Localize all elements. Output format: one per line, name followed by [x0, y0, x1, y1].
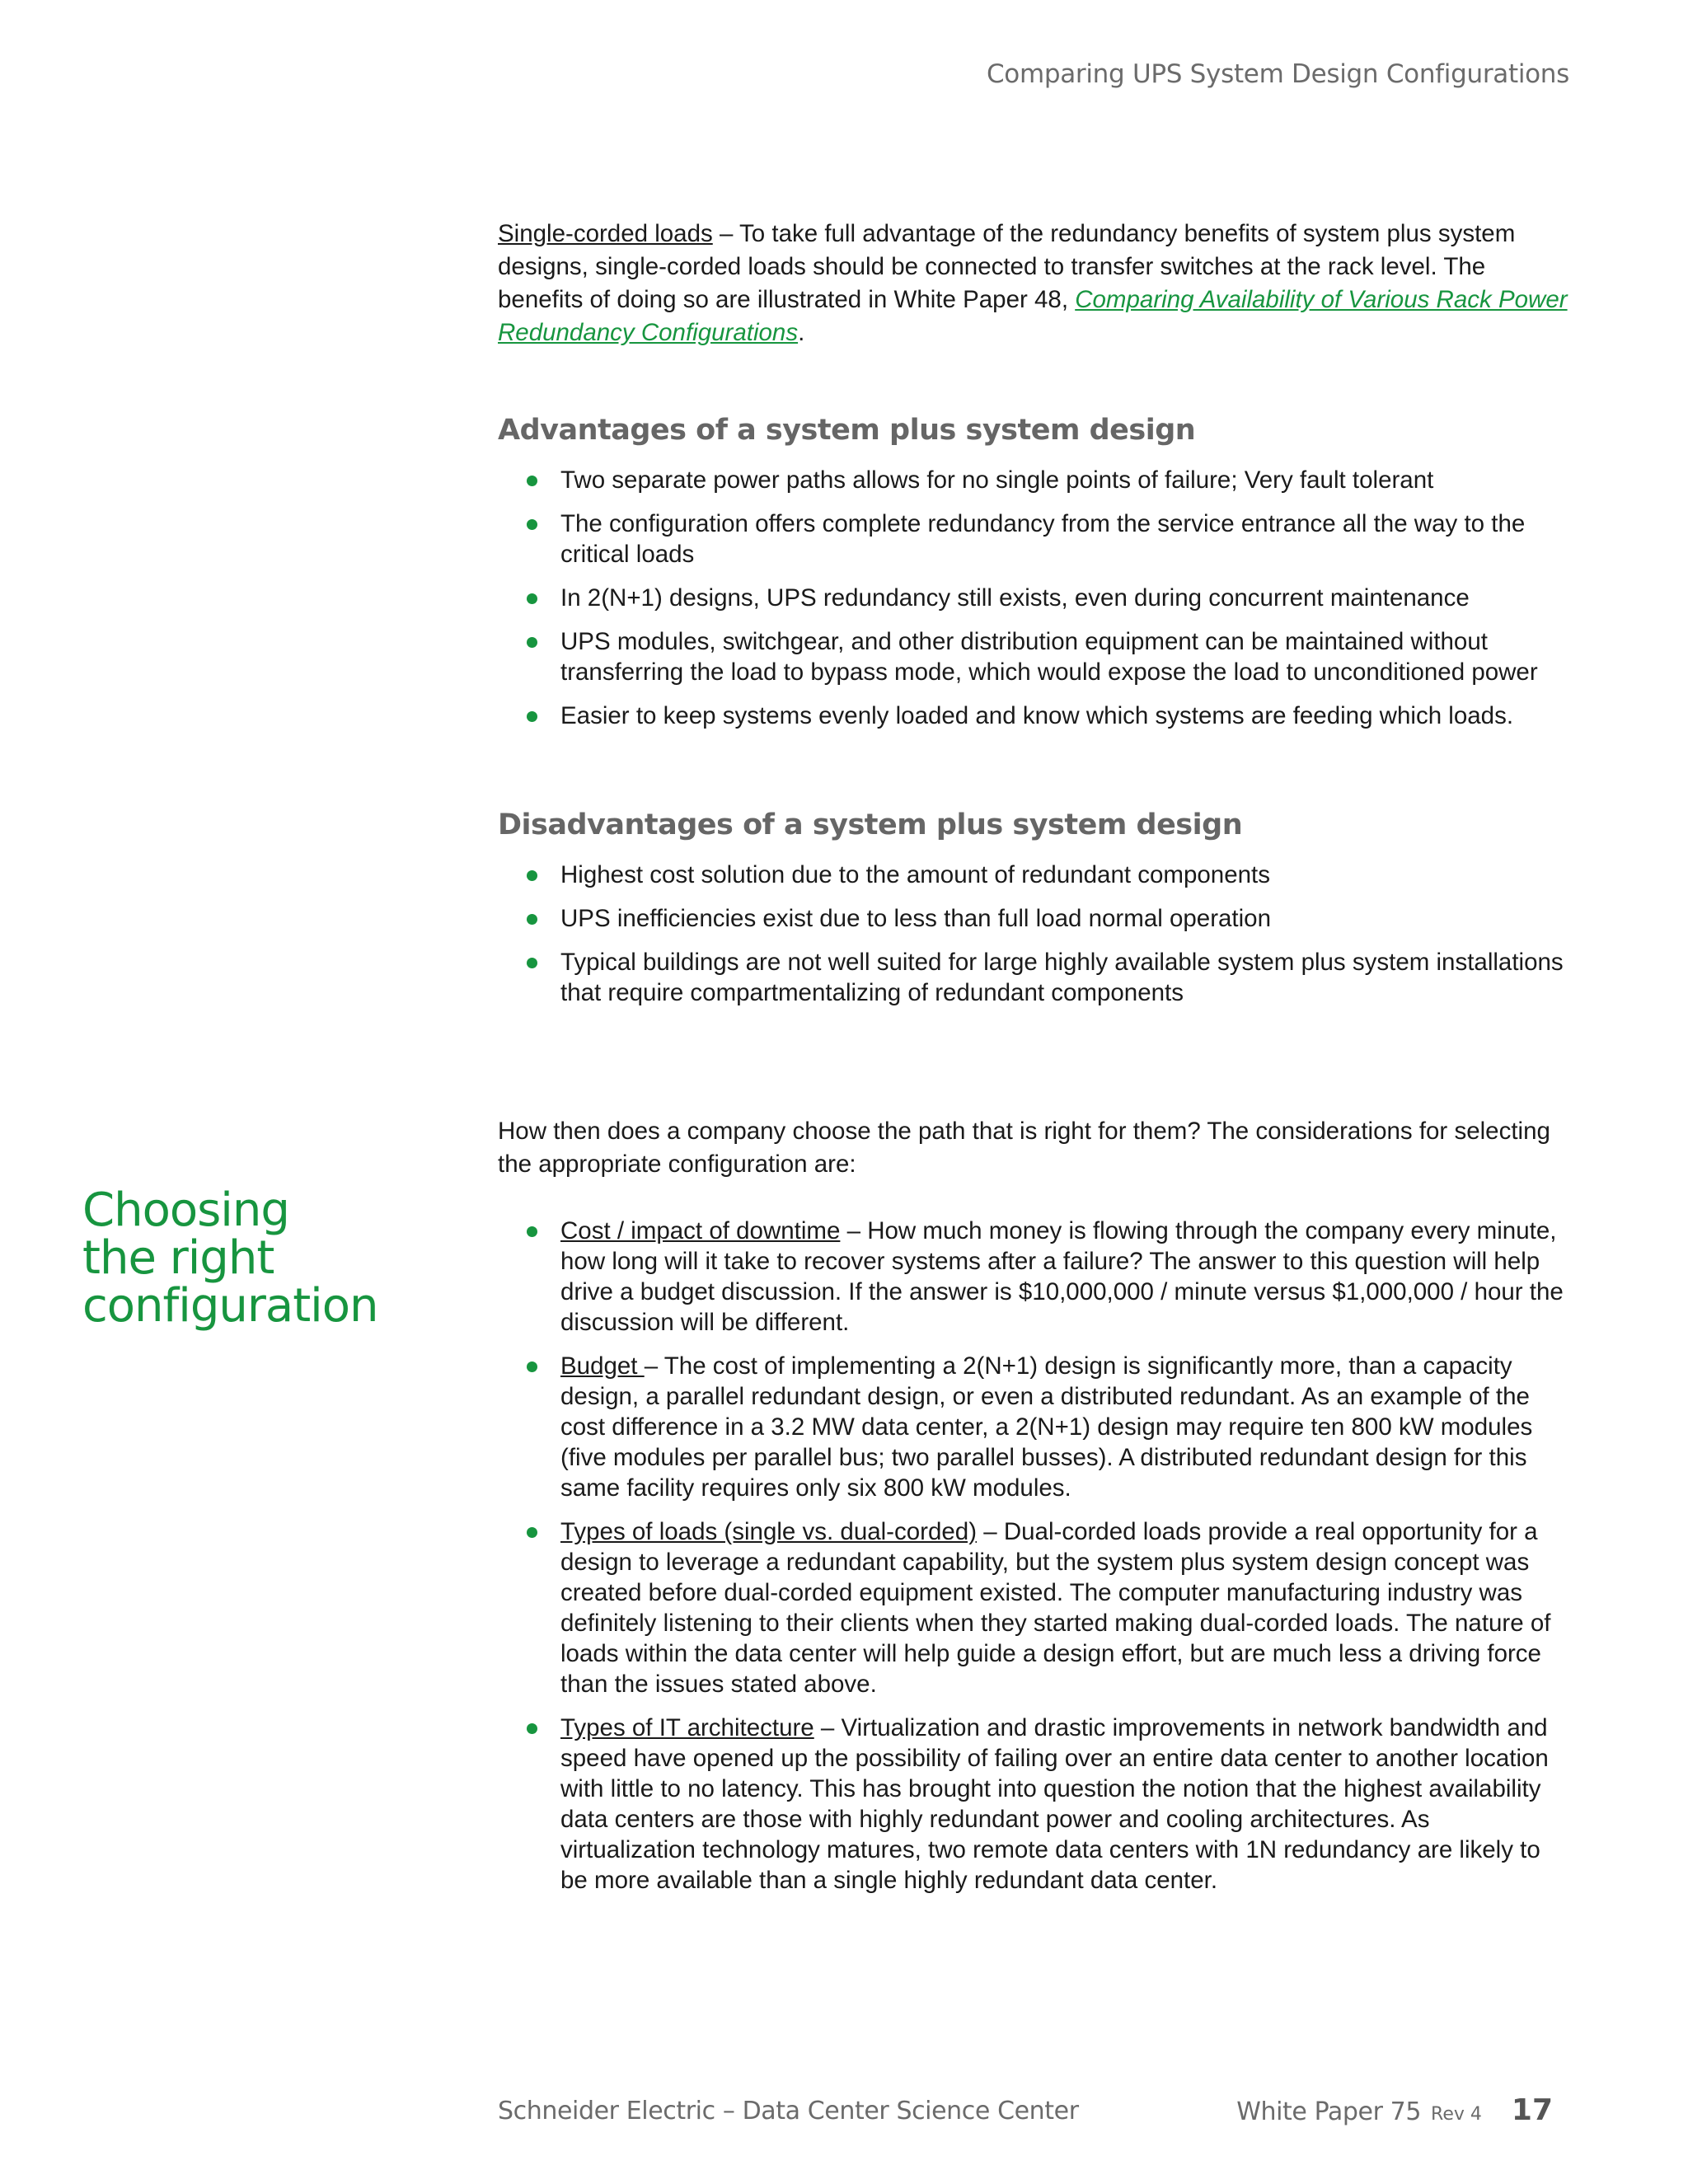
list-item: In 2(N+1) designs, UPS redundancy still exists, even during concurrent maintenance: [498, 583, 1569, 613]
list-item: Two separate power paths allows for no single points of failure; Very fault tolerant: [498, 465, 1569, 495]
footer-revision: Rev 4: [1431, 2104, 1482, 2125]
list-item: [498, 1216, 1569, 1338]
list-item: Highest cost solution due to the amount of redundant components: [498, 860, 1569, 890]
main-content: [498, 218, 1569, 1909]
consideration-text: – The cost of implementing a 2(N+1) design is significantly more, than a capacity design, a parallel redundant design, or even a distributed redundant. As an example of the cost difference in a 3.2 MW data center, a 2(N+1) design may require ten 800 kW modules (five modules per parallel bus; two parallel busses). A distributed redundant design for this same facility requires only six 800 kW modules.: [560, 1352, 1533, 1502]
footer-paper-number: White Paper 75: [1236, 2097, 1422, 2126]
considerations-list: [498, 1216, 1569, 1896]
side-heading-line: the right: [82, 1231, 274, 1285]
choosing-intro: How then does a company choose the path that is right for them? The considerations for selecting the appropriate configuration are:: [498, 1118, 1550, 1178]
list-item: [498, 1713, 1569, 1896]
page-number: 17: [1511, 2093, 1553, 2127]
running-header: Comparing UPS System Design Configurations: [986, 59, 1569, 89]
consideration-term: Budget: [560, 1352, 645, 1380]
list-item: The configuration offers complete redundancy from the service entrance all the way to the critical loads: [498, 509, 1569, 569]
single-corded-end: .: [798, 319, 805, 346]
consideration-term: Cost / impact of downtime: [560, 1217, 841, 1244]
list-item: UPS modules, switchgear, and other distribution equipment can be maintained without transferring the load to bypass mode, which would expose the load to unconditioned power: [498, 626, 1569, 687]
consideration-term: Types of IT architecture: [560, 1714, 814, 1741]
list-item: Easier to keep systems evenly loaded and know which systems are feeding which loads.: [498, 701, 1569, 731]
side-heading-line: configuration: [82, 1279, 378, 1333]
list-item: Typical buildings are not well suited for large highly available system plus system installations that require compartmentalizing of redundant components: [498, 947, 1569, 1008]
footer-publisher: Schneider Electric – Data Center Science Center: [498, 2097, 1079, 2125]
single-corded-text: – To take full advantage of the redundancy benefits of system plus system designs, single-corded loads should be connected to transfer switches at the rack level. The benefits of doing so are illustrated in White Paper 48,: [498, 220, 1516, 313]
list-item: UPS inefficiencies exist due to less than full load normal operation: [498, 903, 1569, 934]
list-item: [498, 1516, 1569, 1699]
consideration-text: – Virtualization and drastic improvements in network bandwidth and speed have opened up the possibility of failing over an entire data center to another location with little to no latency. This has brought into question the notion that the highest availability data centers are those with highly redundant power and cooling architectures. As virtualization technology matures, two remote data centers with 1N redundancy are likely to be more available than a single highly redundant data center.: [560, 1714, 1549, 1894]
side-heading-line: Choosing: [82, 1183, 289, 1237]
single-corded-term: Single-corded loads: [498, 220, 713, 247]
consideration-term: Types of loads (single vs. dual-corded): [560, 1518, 978, 1545]
footer-paper-info: [1236, 2093, 1553, 2127]
advantages-list: [498, 465, 1569, 731]
single-corded-paragraph: [498, 218, 1569, 349]
consideration-text: – How much money is flowing through the company every minute, how long will it take to recover systems after a failure? The answer to this question will help drive a budget discussion. If the answer is $10,000,000 / minute versus $1,000,000 / hour the discussion will be different.: [560, 1217, 1564, 1336]
list-item: [498, 1351, 1569, 1503]
disadvantages-heading: Disadvantages of a system plus system design: [498, 808, 1243, 841]
disadvantages-list: [498, 860, 1569, 1008]
white-paper-48-link[interactable]: Comparing Availability of Various Rack Power Redundancy Configurations: [498, 286, 1568, 346]
advantages-heading: Advantages of a system plus system design: [498, 414, 1196, 447]
consideration-text: – Dual-corded loads provide a real opportunity for a design to leverage a redundant capability, but the system plus system design concept was created before dual-corded equipment existed. The computer manufacturing industry was definitely listening to their clients when they started making dual-corded loads. The nature of loads within the data center will help guide a design effort, but are much less a driving force than the issues stated above.: [560, 1518, 1551, 1698]
choosing-side-heading: [82, 1183, 378, 1333]
